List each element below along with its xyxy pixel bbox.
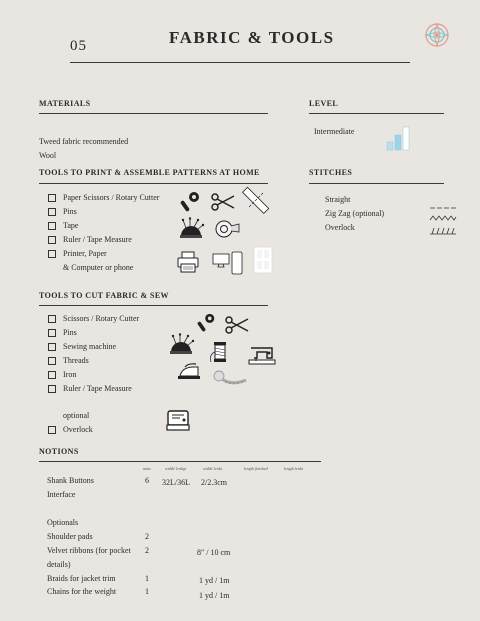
notion-dimension: 1 yd / 1m <box>199 576 230 585</box>
checkbox[interactable] <box>48 250 56 258</box>
overlock-machine-icon <box>166 409 190 438</box>
notions-rule <box>39 461 321 462</box>
notion-units: 2 <box>145 546 149 555</box>
stitches-heading: STITCHES <box>309 168 353 177</box>
materials-line: Tweed fabric recommended <box>39 137 129 146</box>
notion-dimension: 8" / 10 cm <box>197 548 231 557</box>
pincushion-icon <box>178 218 204 245</box>
stitch-label: Overlock <box>325 223 355 232</box>
level-heading: LEVEL <box>309 99 339 108</box>
checkbox[interactable] <box>48 194 56 202</box>
notion-units: 1 <box>145 587 149 596</box>
checkbox[interactable] <box>48 426 56 434</box>
paper-icon <box>253 246 275 279</box>
overlock-stitch-icon <box>430 222 456 240</box>
notion-dimension: 1 yd / 1m <box>199 591 230 600</box>
phone-icon <box>231 251 243 280</box>
notion-dimension: 2/2.3cm <box>201 478 227 487</box>
printer-icon <box>177 251 199 278</box>
thread-spool-icon <box>208 340 230 369</box>
notion-units: 6 <box>145 476 149 485</box>
materials-rule <box>39 113 268 114</box>
materials-line: Wool <box>39 151 57 160</box>
checkbox[interactable] <box>48 329 56 337</box>
optional-label: optional <box>63 411 90 420</box>
notion-size: 32L/36L <box>162 478 190 487</box>
cut-tools-rule <box>39 305 268 306</box>
stitch-label: Zig Zag (optional) <box>325 209 385 218</box>
column-header: length finished <box>244 466 268 471</box>
checkbox[interactable] <box>48 315 56 323</box>
scissors-icon <box>225 315 249 340</box>
tape-icon <box>214 220 240 243</box>
column-header: width/ lenht <box>203 466 222 471</box>
print-tools-rule <box>39 183 268 184</box>
page-title: FABRIC & TOOLS <box>169 28 335 47</box>
print-tools-extra: & Computer or phone <box>63 263 134 272</box>
header-rule <box>70 62 410 63</box>
notion-name: Braids for jacket trim <box>47 574 116 583</box>
ruler-icon <box>243 187 269 218</box>
notion-name: Optionals <box>47 518 79 527</box>
pincushion-icon <box>168 334 194 361</box>
column-header: length lenht <box>284 466 303 471</box>
checkbox[interactable] <box>48 343 56 351</box>
checkbox[interactable] <box>48 371 56 379</box>
notion-name: Velvet ribbons (for pocket <box>47 546 131 555</box>
notion-name: Interface <box>47 490 76 499</box>
notions-heading: NOTIONS <box>39 447 79 456</box>
stitches-rule <box>309 183 444 184</box>
column-header: width/ lenhgt <box>165 466 186 471</box>
notion-name: Chains for the weight <box>47 587 117 596</box>
logo-icon <box>424 22 450 48</box>
notion-units: 1 <box>145 574 149 583</box>
page-number: 05 <box>70 38 87 54</box>
level-bars-icon <box>386 126 410 150</box>
checkbox[interactable] <box>48 208 56 216</box>
stitch-label: Straight <box>325 195 351 204</box>
notion-units: 2 <box>145 532 149 541</box>
rotary-cutter-icon <box>180 190 202 217</box>
iron-icon <box>176 363 202 386</box>
computer-icon <box>212 253 230 274</box>
checkbox[interactable] <box>48 236 56 244</box>
notion-name: details) <box>47 560 71 569</box>
tape-measure-icon <box>212 370 248 391</box>
notion-name: Shoulder pads <box>47 532 93 541</box>
sewing-machine-icon <box>248 344 276 371</box>
notion-name: Shank Buttons <box>47 476 94 485</box>
checkbox[interactable] <box>48 385 56 393</box>
print-tools-heading: TOOLS TO PRINT & ASSEMBLE PATTERNS AT HOME <box>39 168 260 177</box>
scissors-icon <box>211 192 235 217</box>
cut-tools-heading: TOOLS TO CUT FABRIC & SEW <box>39 291 169 300</box>
column-header: units <box>143 466 151 471</box>
checkbox[interactable] <box>48 222 56 230</box>
level-rule <box>309 113 444 114</box>
rotary-cutter-icon <box>197 312 217 337</box>
level-value: Intermediate <box>314 127 355 136</box>
checkbox[interactable] <box>48 357 56 365</box>
materials-heading: MATERIALS <box>39 99 91 108</box>
